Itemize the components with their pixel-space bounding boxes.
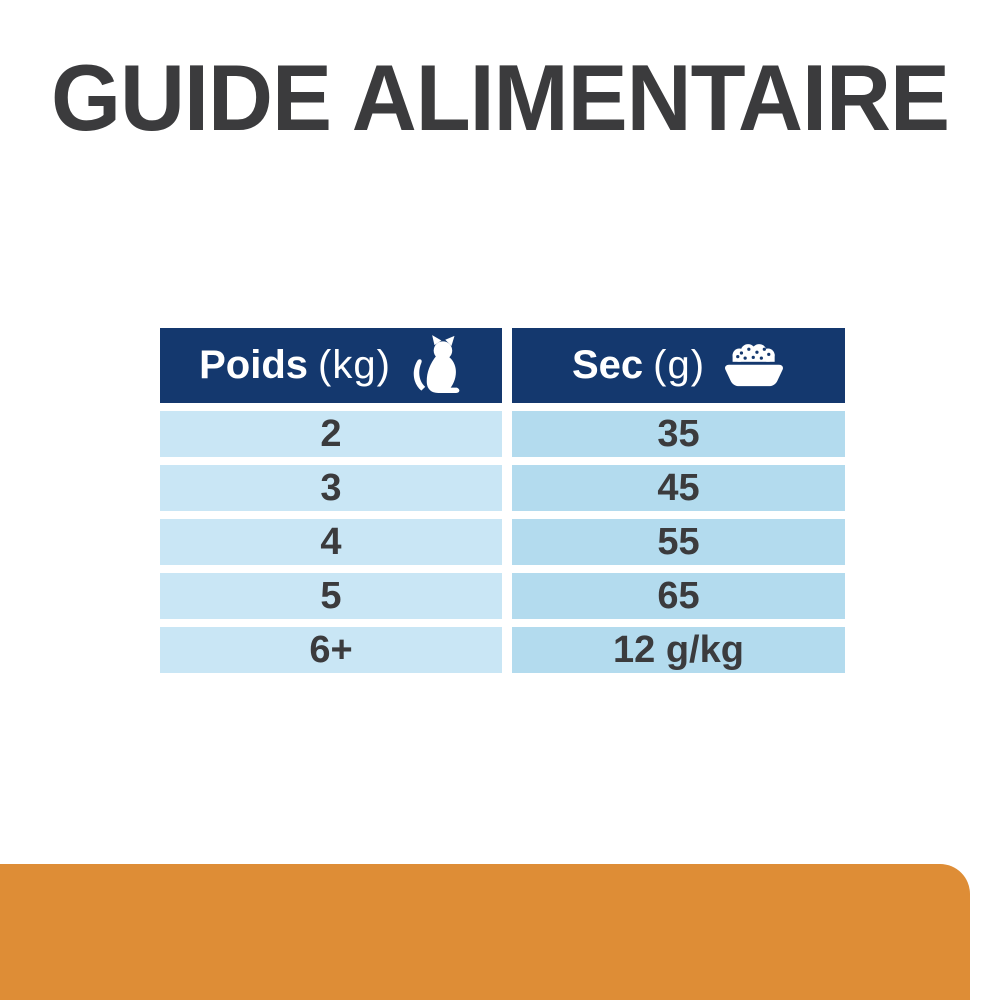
table-header-weight — [160, 328, 502, 403]
table-row-dry: 55 — [512, 519, 845, 565]
weight-header-unit: (kg) — [318, 343, 391, 387]
page-title: GUIDE ALIMENTAIRE — [51, 46, 949, 151]
table-row-weight: 3 — [160, 465, 502, 511]
table-row-dry: 65 — [512, 573, 845, 619]
cat-icon — [409, 334, 463, 398]
table-row-dry: 45 — [512, 465, 845, 511]
dry-header-unit: (g) — [653, 343, 706, 387]
dry-header-label: Sec — [571, 343, 644, 387]
table-row-dry: 12 g/kg — [512, 627, 845, 673]
table-row-weight: 5 — [160, 573, 502, 619]
table-header-dry — [512, 328, 845, 403]
table-row-weight: 4 — [160, 519, 502, 565]
orange-accent-bar — [0, 864, 970, 1000]
table-row-weight: 2 — [160, 411, 502, 457]
feeding-guide-table — [160, 328, 845, 673]
weight-header-label: Poids — [199, 343, 308, 387]
table-row-weight: 6+ — [160, 627, 502, 673]
food-bowl-icon — [723, 343, 785, 388]
table-row-dry: 35 — [512, 411, 845, 457]
